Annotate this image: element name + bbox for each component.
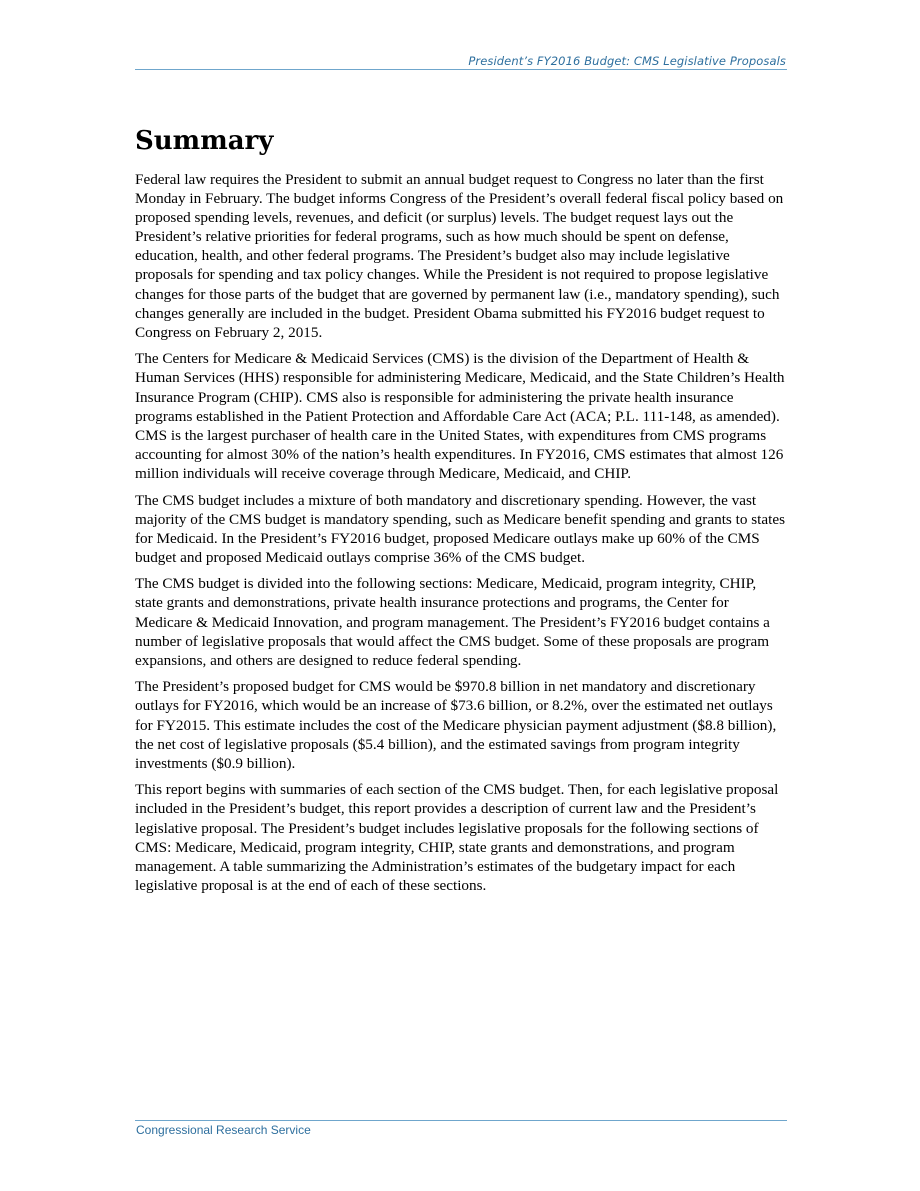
- paragraph-1: Federal law requires the President to submit an annual budget request to Congress no later than the first Monday in February. The budget informs Congress of the President’s overall federal fiscal policy based on proposed spending levels, revenues, and deficit (or surplus) levels. The budget request lays out the President’s relative priorities for federal programs, such as how much should be spent on defense, education, health, and other federal programs. The President’s budget also may include legislative proposals for spending and tax policy changes. While the President is not required to propose legislative changes for those parts of the budget that are governed by permanent law (i.e., mandatory spending), such changes generally are included in the budget. President Obama submitted his FY2016 budget request to Congress on February 2, 2015.: [135, 171, 784, 341]
- footer-organization: Congressional Research Service: [136, 1123, 311, 1137]
- paragraph-3: The CMS budget includes a mixture of both mandatory and discretionary spending. However, the vast majority of the CMS budget is mandatory spending, such as Medicare benefit spending and grants to states for Medicaid. In the President’s FY2016 budget, proposed Medicare outlays make up 60% of the CMS budget and proposed Medicaid outlays comprise 36% of the CMS budget.: [135, 491, 785, 566]
- summary-section: [135, 122, 787, 902]
- footer-divider: [135, 1120, 787, 1121]
- section-heading: Summary: [135, 126, 274, 156]
- paragraph-2: The Centers for Medicare & Medicaid Services (CMS) is the division of the Department of Health & Human Services (HHS) responsible for administering Medicare, Medicaid, and the State Children’s Health Insurance Program (CHIP). CMS also is responsible for administering the private health insurance programs established in the Patient Protection and Affordable Care Act (ACA; P.L. 111-148, as amended). CMS is the largest purchaser of health care in the United States, with expenditures from CMS programs accounting for almost 30% of the nation’s health expenditures. In FY2016, CMS estimates that almost 126 million individuals will receive coverage through Medicare, Medicaid, and CHIP.: [135, 350, 785, 482]
- header-divider: [135, 69, 787, 70]
- paragraph-5: The President’s proposed budget for CMS would be $970.8 billion in net mandatory and discretionary outlays for FY2016, which would be an increase of $73.6 billion, or 8.2%, over the estimated net outlays for FY2015. This estimate includes the cost of the Medicare physician payment adjustment ($8.8 billion), the net cost of legislative proposals ($5.4 billion), and the estimated savings from program integrity investments ($0.9 billion).: [135, 678, 777, 772]
- paragraph-4: The CMS budget is divided into the following sections: Medicare, Medicaid, program integrity, CHIP, state grants and demonstrations, private health insurance protections and programs, the Center for Medicare & Medicaid Innovation, and program management. The President’s FY2016 budget contains a number of legislative proposals that would affect the CMS budget. Some of these proposals are program expansions, and others are designed to reduce federal spending.: [135, 575, 770, 669]
- paragraph-6: This report begins with summaries of each section of the CMS budget. Then, for each legislative proposal included in the President’s budget, this report provides a description of current law and the President’s legislative proposal. The President’s budget includes legislative proposals for the following sections of CMS: Medicare, Medicaid, program integrity, CHIP, state grants and demonstrations, and program management. A table summarizing the Administration’s estimates of the budgetary impact for each legislative proposal is at the end of each of these sections.: [135, 781, 779, 894]
- running-header-title: President’s FY2016 Budget: CMS Legislative Proposals: [468, 54, 786, 68]
